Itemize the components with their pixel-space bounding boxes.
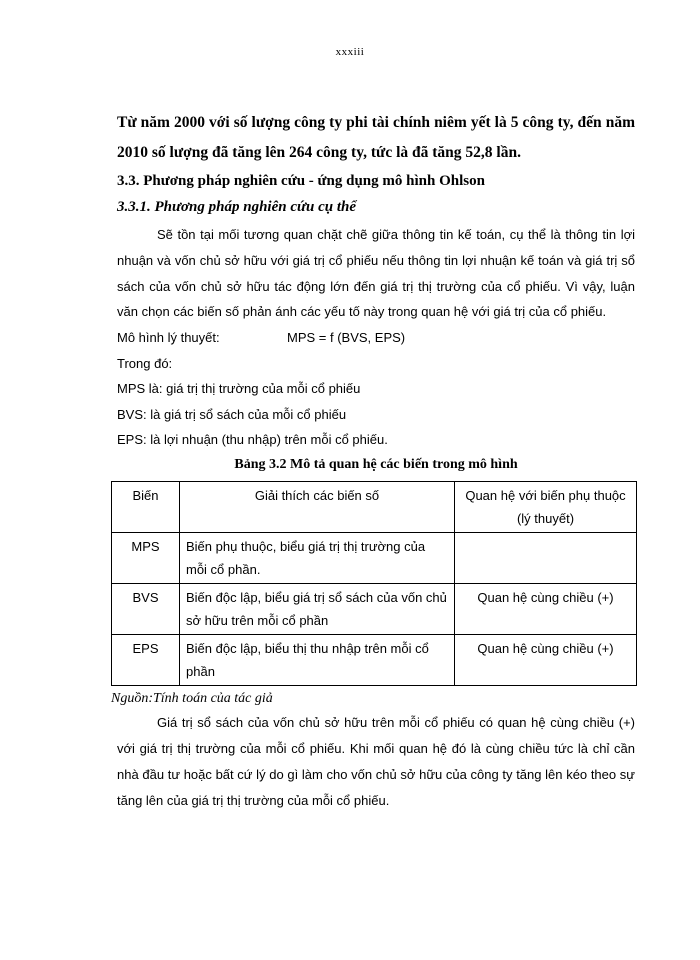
table-header-cell: Giải thích các biến số [180, 481, 455, 532]
intro-paragraph: Từ năm 2000 với số lượng công ty phi tài chính niêm yết là 5 công ty, đến năm 2010 số lượng đã tăng lên 264 công ty, tức là đã tăng 52,8 lần. [117, 114, 635, 161]
table-cell: Biến phụ thuộc, biểu giá trị thị trường của mỗi cổ phần. [180, 532, 455, 583]
source-note: Nguồn:Tính toán của tác giả [111, 690, 273, 706]
table-cell: MPS [112, 532, 180, 583]
table-cell: Quan hệ cùng chiều (+) [455, 634, 637, 685]
section-heading: 3.3. Phương pháp nghiên cứu - ứng dụng mô hình Ohlson [117, 173, 485, 189]
table-cell: Biến độc lập, biểu giá trị sổ sách của vốn chủ sở hữu trên mỗi cổ phần [180, 583, 455, 634]
table-cell [455, 532, 637, 583]
table-cell: EPS [112, 634, 180, 685]
table-caption: Bảng 3.2 Mô tả quan hệ các biến trong mô hình [234, 456, 518, 472]
table-cell: BVS [112, 583, 180, 634]
definition-eps: EPS: là lợi nhuận (thu nhập) trên mỗi cổ phiếu. [117, 432, 388, 448]
definition-bvs: BVS: là giá trị sổ sách của mỗi cổ phiếu [117, 406, 347, 422]
table-header-cell: Quan hệ với biến phụ thuộc (lý thuyết) [455, 481, 637, 532]
body-paragraph: Sẽ tồn tại mối tương quan chặt chẽ giữa thông tin kế toán, cụ thể là thông tin lợi nhuận và vốn chủ sở hữu với giá trị cổ phiếu nếu thông tin lợi nhuận kế toán và giá trị sổ sách của vốn chủ sở hữu tác động lớn đến giá trị thị trường của cổ phiếu. Vì vậy, luận văn chọn các biến số phản ánh các yếu tố này trong quan hệ với giá trị của cổ phiếu. [117, 227, 635, 320]
model-line [117, 325, 635, 351]
model-label: Mô hình lý thuyết: [117, 330, 220, 346]
table-row [112, 634, 637, 685]
table-row [112, 583, 637, 634]
definition-mps: MPS là: giá trị thị trường của mỗi cổ phiếu [117, 381, 361, 397]
table-cell: Biến độc lập, biểu thị thu nhập trên mỗi cổ phần [180, 634, 455, 685]
table-header-cell: Biến [112, 481, 180, 532]
page-number: xxxiii [335, 46, 365, 58]
table-row [112, 532, 637, 583]
variables-table [111, 481, 637, 686]
subsection-heading: 3.3.1. Phương pháp nghiên cứu cụ thể [117, 199, 356, 215]
document-body [111, 108, 635, 814]
where-label: Trong đó: [117, 355, 173, 371]
table-cell: Quan hệ cùng chiều (+) [455, 583, 637, 634]
table-header-row [112, 481, 637, 532]
model-formula: MPS = f (BVS, EPS) [287, 330, 406, 346]
final-paragraph: Giá trị sổ sách của vốn chủ sở hữu trên mỗi cổ phiếu có quan hệ cùng chiều (+) với giá trị thị trường của mỗi cổ phiếu. Khi mối quan hệ đó là cùng chiều tức là chỉ cần nhà đầu tư hoặc bất cứ lý do gì làm cho vốn chủ sở hữu của công ty tăng lên kéo theo sự tăng lên của giá trị thị trường của mỗi cổ phiếu. [117, 714, 635, 808]
